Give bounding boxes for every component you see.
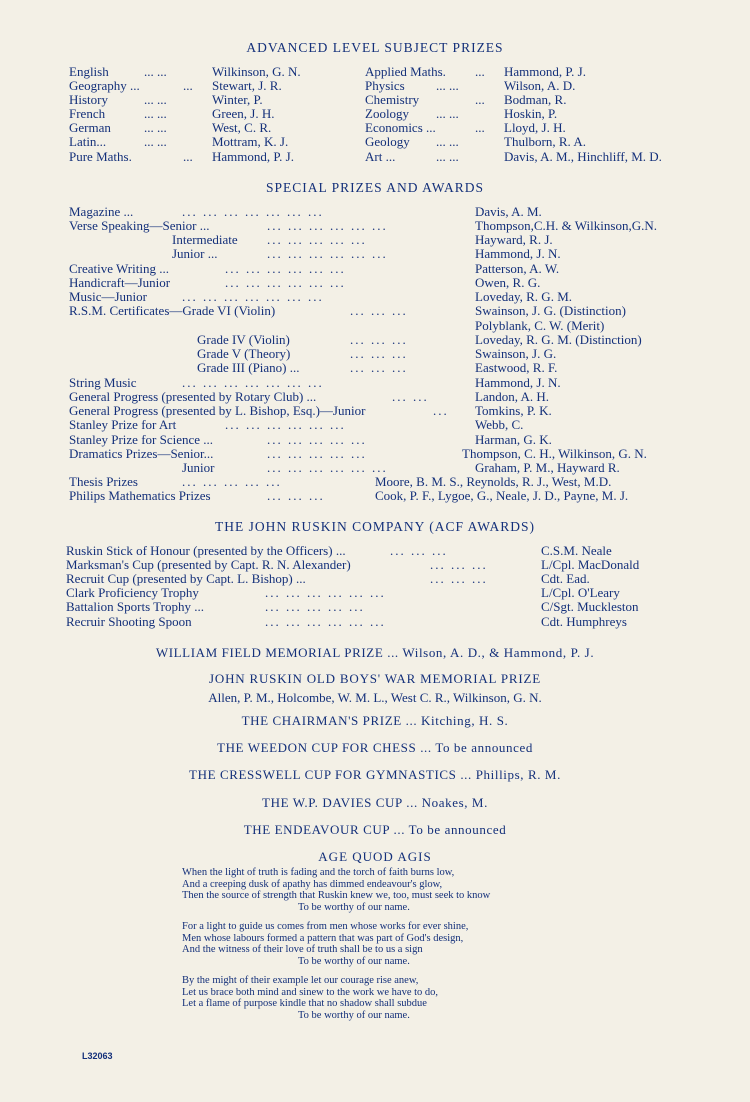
leader-dots: ... ... ... ... ... ... (267, 246, 388, 261)
prize-label: Intermediate (172, 232, 238, 247)
winner: C/Sgt. Muckleston (541, 599, 639, 614)
leader-dots: ... ... ... ... ... (265, 599, 365, 614)
award-label: Battalion Sports Trophy ... (66, 599, 204, 614)
leader-dots: ... ... (392, 389, 429, 404)
winner: Green, J. H. (212, 106, 275, 121)
winner: Graham, P. M., Hayward R. (475, 460, 620, 475)
winner: Hammond, P. J. (504, 64, 586, 79)
chairmans-prize: THE CHAIRMAN'S PRIZE ... Kitching, H. S. (241, 713, 509, 728)
endeavour-cup: THE ENDEAVOUR CUP ... To be announced (243, 822, 507, 837)
cresswell-cup: THE CRESSWELL CUP FOR GYMNASTICS ... Phillips, R. M. (189, 767, 561, 782)
winner: Loveday, R. G. M. (475, 289, 573, 304)
winner: Cdt. Humphreys (541, 614, 627, 629)
poem-line: And the witness of their love of truth shall be to us a sign (182, 944, 423, 955)
winner: Cook, P. F., Lygoe, G., Neale, J. D., Payne, M. J. (375, 488, 629, 503)
poem-refrain: To be worthy of our name. (298, 901, 410, 913)
poem-line: For a light to guide us comes from men whose works for ever shine, (182, 921, 469, 932)
poem-stanza (182, 975, 438, 1021)
prize-label: Verse Speaking—Senior ... (69, 218, 210, 233)
winner: Lloyd, J. H. (504, 120, 566, 135)
prize-label: Junior (182, 460, 215, 475)
war-memorial-heading: JOHN RUSKIN OLD BOYS' WAR MEMORIAL PRIZE (209, 671, 541, 686)
winner: Hoskin, P. (504, 106, 558, 121)
winner: Thompson, C. H., Wilkinson, G. N. (462, 446, 647, 461)
prize-label: Grade V (Theory) (197, 346, 291, 361)
leader-dots: ... ... (144, 92, 167, 107)
leader-dots: ... (183, 78, 193, 93)
subject: Pure Maths. (69, 149, 132, 164)
winner: Swainson, J. G. (475, 346, 557, 361)
prize-label: Magazine ... (69, 204, 134, 219)
prize-label: Dramatics Prizes—Senior... (69, 446, 214, 461)
poem-line: When the light of truth is fading and the torch of faith burns low, (182, 867, 455, 878)
leader-dots: ... ... ... ... ... ... ... (182, 204, 324, 219)
subject: Physics (365, 78, 405, 93)
leader-dots: ... (475, 120, 485, 135)
poem-line: And a creeping dusk of apathy has dimmed endeavour's glow, (182, 878, 443, 890)
poem-title: AGE QUOD AGIS (318, 849, 432, 864)
leader-dots: ... ... ... ... ... ... (267, 218, 388, 233)
advanced-prizes-heading: ADVANCED LEVEL SUBJECT PRIZES (246, 40, 504, 55)
subject: Chemistry (365, 92, 420, 107)
poem-line: Let us brace both mind and sinew to the work we have to do, (182, 986, 439, 998)
award-label: Marksman's Cup (presented by Capt. R. N. Alexander) (66, 557, 351, 572)
winner: Owen, R. G. (475, 275, 541, 290)
prize-label: String Music (69, 375, 137, 390)
leader-dots: ... ... ... ... ... ... ... (182, 375, 324, 390)
leader-dots: ... ... ... ... ... (267, 432, 367, 447)
award-label: Recruit Cup (presented by Capt. L. Bishop) ... (66, 571, 306, 586)
special-prizes-heading: SPECIAL PRIZES AND AWARDS (265, 180, 485, 195)
subject: Latin... (69, 134, 107, 149)
leader-dots: ... ... (144, 64, 167, 79)
winner: Landon, A. H. (475, 389, 550, 404)
prize-label: Junior ... (172, 246, 218, 261)
winner: Hayward, R. J. (475, 232, 553, 247)
leader-dots: ... ... ... (390, 543, 448, 558)
leader-dots: ... ... (436, 134, 459, 149)
leader-dots: ... ... ... ... ... ... (267, 460, 388, 475)
winner: Hammond, P. J. (212, 149, 294, 164)
winner: Thompson,C.H. & Wilkinson,G.N. (475, 218, 657, 233)
leader-dots: ... ... ... ... ... ... (265, 585, 386, 600)
winner: Cdt. Ead. (541, 571, 590, 586)
winner: Wilkinson, G. N. (212, 64, 301, 79)
leader-dots: ... ... ... ... ... ... (225, 275, 346, 290)
leader-dots: ... (183, 149, 193, 164)
winner: Winter, P. (212, 92, 263, 107)
poem-refrain: To be worthy of our name. (298, 1009, 410, 1021)
leader-dots: ... ... ... ... ... (182, 474, 282, 489)
winner: Hammond, J. N. (475, 375, 561, 390)
prize-label: Thesis Prizes (69, 474, 138, 489)
leader-dots: ... ... ... ... ... ... (225, 261, 346, 276)
leader-dots: ... ... (436, 149, 459, 164)
leader-dots: ... ... ... (350, 346, 408, 361)
leader-dots: ... ... (144, 106, 167, 121)
leader-dots: ... ... (436, 106, 459, 121)
ruskin-company-heading: THE JOHN RUSKIN COMPANY (ACF AWARDS) (214, 519, 536, 534)
prize-label: Handicraft—Junior (69, 275, 171, 290)
leader-dots: ... ... ... ... ... (267, 446, 367, 461)
poem-stanza (182, 867, 490, 913)
poem-stanza (182, 921, 468, 967)
prize-label: Grade III (Piano) ... (197, 360, 300, 375)
winner: L/Cpl. MacDonald (541, 557, 640, 572)
leader-dots: ... ... ... (430, 557, 488, 572)
leader-dots: ... ... ... ... ... ... ... (182, 289, 324, 304)
subject: English (69, 64, 109, 79)
prize-label: Music—Junior (69, 289, 147, 304)
leader-dots: ... ... ... ... ... (267, 232, 367, 247)
leader-dots: ... (475, 92, 485, 107)
winner: C.S.M. Neale (541, 543, 612, 558)
winner: Thulborn, R. A. (504, 134, 586, 149)
leader-dots: ... ... (144, 134, 167, 149)
winner: Moore, B. M. S., Reynolds, R. J., West, M.D. (375, 474, 612, 489)
winner: Webb, C. (475, 417, 524, 432)
poem-line: Men whose labours formed a pattern that was part of God's design, (182, 932, 464, 944)
william-field-prize: WILLIAM FIELD MEMORIAL PRIZE ... Wilson, A. D., & Hammond, P. J. (155, 645, 595, 660)
subject: Applied Maths. (365, 64, 446, 79)
leader-dots: ... ... ... ... ... ... (265, 614, 386, 629)
prize-label: Philips Mathematics Prizes (69, 488, 211, 503)
prize-label: Stanley Prize for Art (69, 417, 177, 432)
leader-dots: ... (475, 64, 485, 79)
winner: Stewart, J. R. (212, 78, 282, 93)
leader-dots: ... ... ... (430, 571, 488, 586)
leader-dots: ... ... (436, 78, 459, 93)
winner: Davis, A. M. (475, 204, 542, 219)
weedon-cup: THE WEEDON CUP FOR CHESS ... To be announced (217, 740, 533, 755)
award-label: Recruir Shooting Spoon (66, 614, 192, 629)
subject: Art ... (365, 149, 396, 164)
subject: History (69, 92, 108, 107)
winner: Swainson, J. G. (Distinction) (475, 303, 626, 318)
print-code: L32063 (82, 1051, 113, 1061)
subject: German (69, 120, 111, 135)
subject: French (69, 106, 106, 121)
leader-dots: ... ... ... ... ... ... (225, 417, 346, 432)
winner: Wilson, A. D. (504, 78, 576, 93)
award-label: Ruskin Stick of Honour (presented by the Officers) ... (66, 543, 346, 558)
leader-dots: ... (433, 403, 449, 418)
prize-label: R.S.M. Certificates—Grade VI (Violin) (69, 303, 276, 318)
poem-line: Then the source of strength that Ruskin knew we, too, must seek to know (182, 890, 491, 901)
leader-dots: ... ... ... (350, 360, 408, 375)
prize-label: Creative Writing ... (69, 261, 169, 276)
leader-dots: ... ... ... (267, 488, 325, 503)
subject: Geology (365, 134, 410, 149)
winner: Davis, A. M., Hinchliff, M. D. (504, 149, 662, 164)
leader-dots: ... ... ... (350, 303, 408, 318)
subject: Geography ... (69, 78, 140, 93)
winner: Polyblank, C. W. (Merit) (475, 318, 605, 333)
leader-dots: ... ... ... (350, 332, 408, 347)
wp-davies-cup: THE W.P. DAVIES CUP ... Noakes, M. (262, 795, 488, 810)
leader-dots: ... ... (144, 120, 167, 135)
winner: West, C. R. (212, 120, 272, 135)
winner: L/Cpl. O'Leary (541, 585, 620, 600)
winner: Hammond, J. N. (475, 246, 561, 261)
winner: Patterson, A. W. (475, 261, 560, 276)
winner: Eastwood, R. F. (475, 360, 558, 375)
winner: Bodman, R. (504, 92, 567, 107)
prize-label: Grade IV (Violin) (197, 332, 290, 347)
poem-line: Let a flame of purpose kindle that no shadow shall subdue (182, 998, 427, 1009)
prize-label: General Progress (presented by L. Bishop, Esq.)—Junior (69, 403, 366, 418)
prize-label: Stanley Prize for Science ... (69, 432, 214, 447)
poem-line: By the might of their example let our courage rise anew, (182, 975, 419, 986)
winner: Tomkins, P. K. (475, 403, 552, 418)
winner: Mottram, K. J. (212, 134, 289, 149)
award-label: Clark Proficiency Trophy (66, 585, 199, 600)
prize-label: General Progress (presented by Rotary Club) ... (69, 389, 317, 404)
war-memorial-winners: Allen, P. M., Holcombe, W. M. L., West C. R., Wilkinson, G. N. (208, 690, 542, 705)
subject: Economics ... (365, 120, 436, 135)
poem-refrain: To be worthy of our name. (298, 955, 410, 967)
winner: Loveday, R. G. M. (Distinction) (475, 332, 642, 347)
subject: Zoology (365, 106, 410, 121)
winner: Harman, G. K. (475, 432, 552, 447)
